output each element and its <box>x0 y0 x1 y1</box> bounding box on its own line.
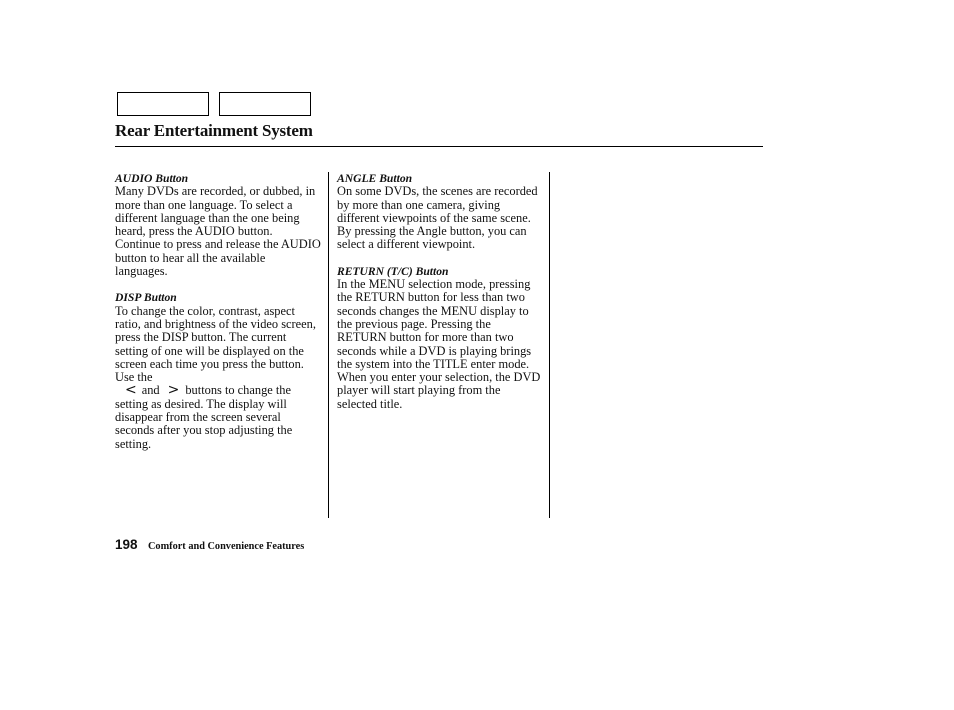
right-arrow-icon: > <box>167 382 180 399</box>
and-word: and <box>141 383 160 398</box>
audio-button-text: Many DVDs are recorded, or dubbed, in more than one language. To select a different language than the one being heard, press the AUDIO button. Continue to press and release the AUDIO button to hear all the available languages. <box>115 184 321 279</box>
disp-button-text <box>115 305 321 451</box>
page-number: 198 <box>115 537 138 552</box>
disp-text-before: To change the color, contrast, aspect ratio, and brightness of the video screen, press the DISP button. The current setting of one will be displayed on the screen each time you press the button. Use the <box>115 303 316 385</box>
angle-button-heading: ANGLE Button <box>337 172 413 185</box>
left-arrow-icon: < <box>125 382 137 399</box>
disp-text-after: buttons to change the setting as desired. The display will disappear from the screen several seconds after you stop adjusting the setting. <box>115 383 293 451</box>
audio-button-heading: AUDIO Button <box>115 172 189 185</box>
section-tab-box <box>219 92 311 116</box>
text-column-middle <box>337 172 543 411</box>
section-tab-box <box>117 92 209 116</box>
footer-section-title: Comfort and Convenience Features <box>148 541 305 552</box>
disp-button-heading: DISP Button <box>115 291 177 305</box>
header-divider <box>115 146 763 147</box>
page-title: Rear Entertainment System <box>115 121 313 140</box>
text-column-left <box>115 172 321 451</box>
return-button-text: In the MENU selection mode, pressing the RETURN button for less than two seconds changes the MENU display to the previous page. Pressing the RETURN button for more than two seconds while a DVD is playing brings the system into the TITLE enter mode. When you enter your selection, the DVD player will start playing from the selected title. <box>337 277 541 411</box>
return-button-heading: RETURN (T/C) Button <box>337 264 449 278</box>
column-divider <box>328 172 329 518</box>
angle-button-text: On some DVDs, the scenes are recorded by more than one camera, giving different viewpoints of the same scene. By pressing the Angle button, you can select a different viewpoint. <box>337 184 538 252</box>
column-divider <box>549 172 550 518</box>
